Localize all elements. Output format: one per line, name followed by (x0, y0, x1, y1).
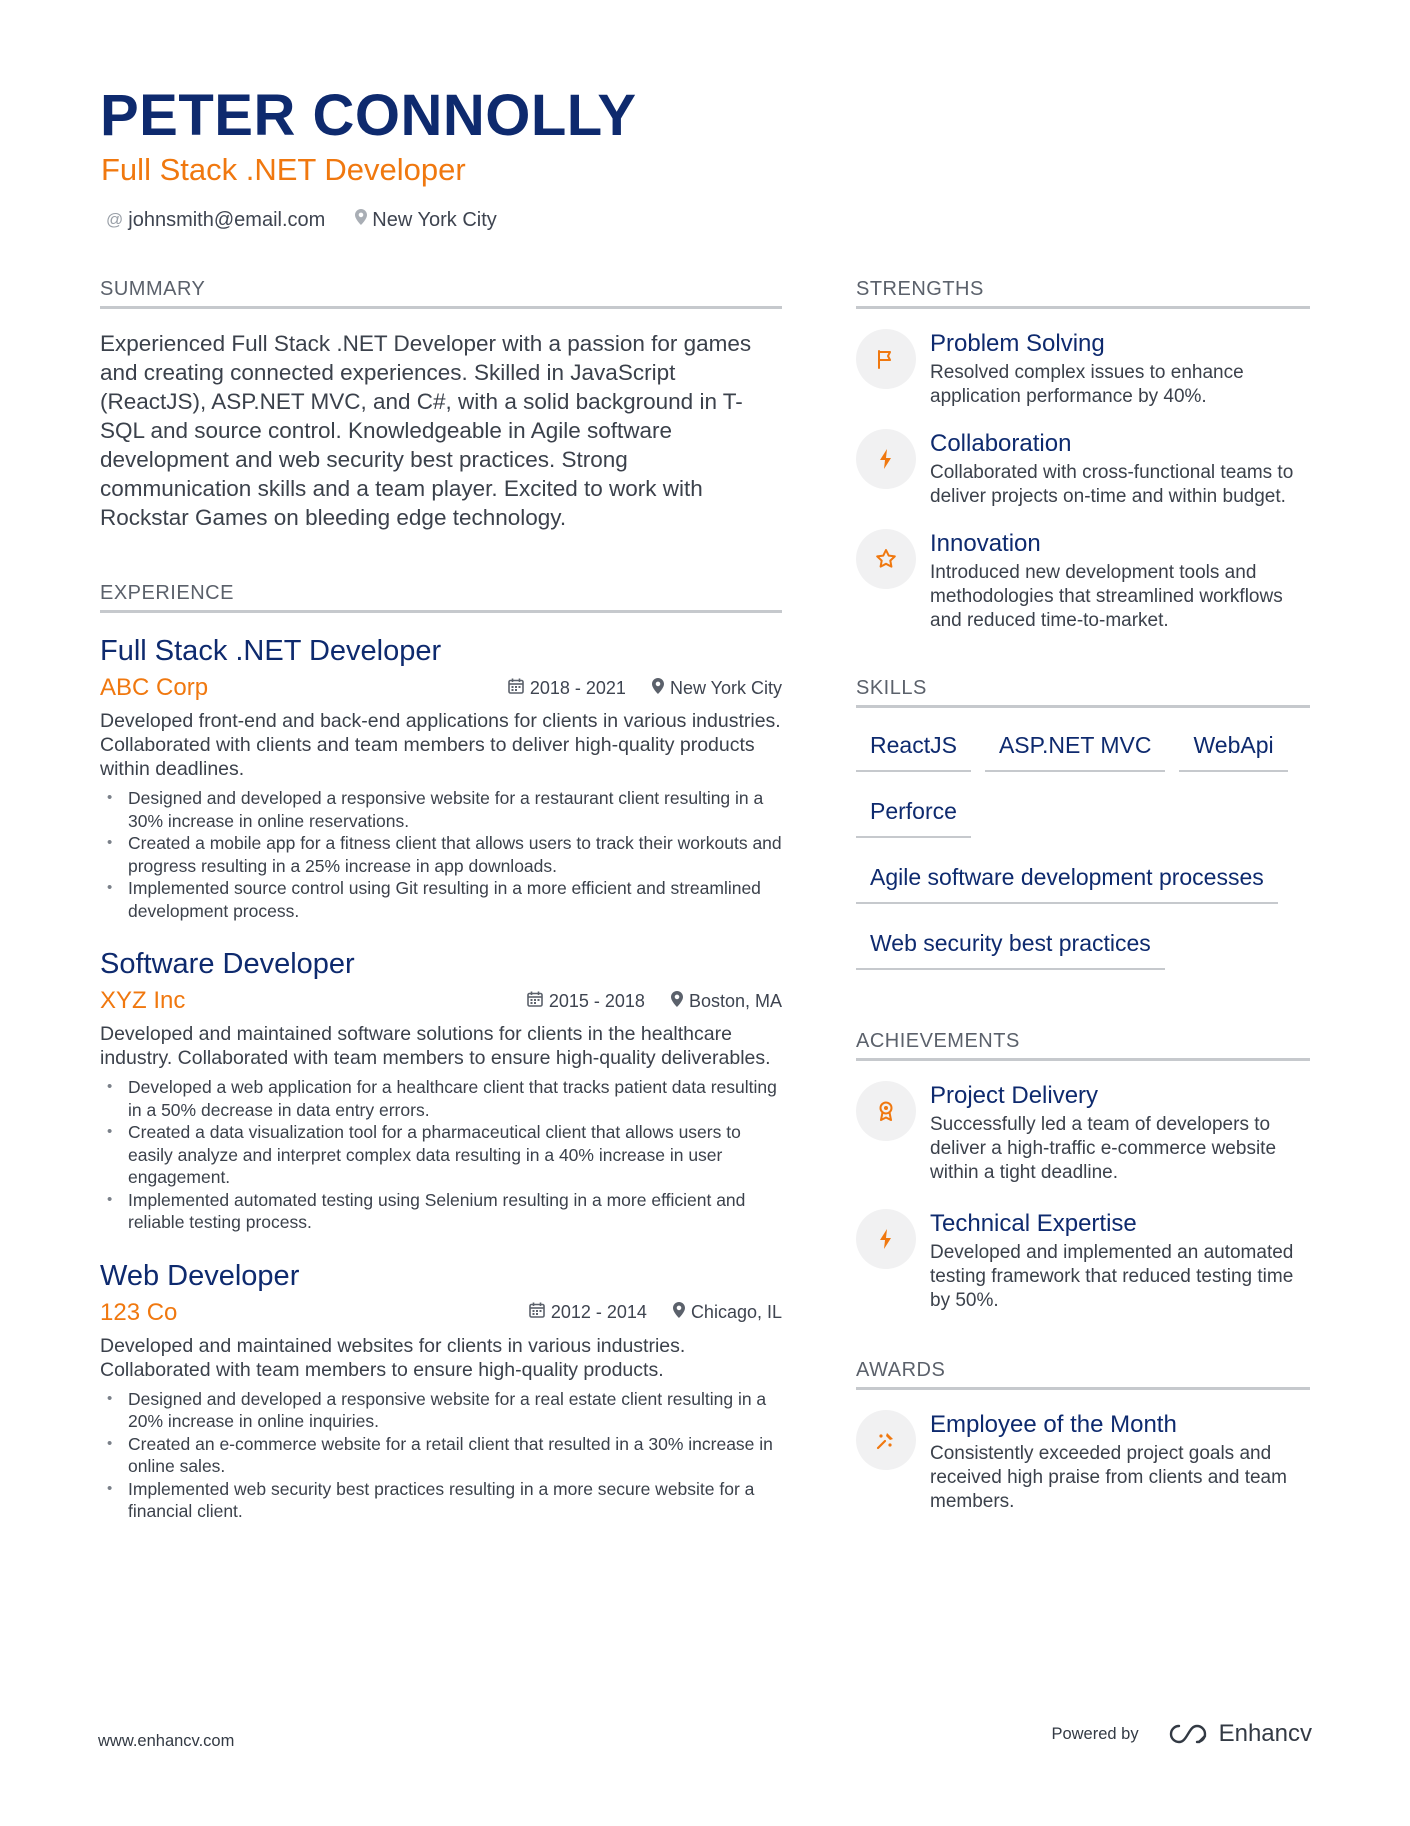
calendar-icon (529, 1302, 545, 1323)
medal-icon (856, 1081, 916, 1141)
job-entry (100, 633, 782, 922)
skill-tag: Agile software development processes (856, 854, 1278, 904)
flag-icon (856, 329, 916, 389)
job-title: Full Stack .NET Developer (100, 635, 442, 667)
job-row (100, 986, 782, 1016)
job-bullet: • Implemented source control using Git resulting in a more efficient and streamlined development process. (100, 877, 782, 922)
achievement-item (856, 1209, 1310, 1313)
achievement-description: Developed and implemented an automated testing framework that reduced testing time by 50%. (930, 1242, 1294, 1311)
job-entry (100, 1258, 782, 1523)
job-company: 123 Co (100, 1298, 178, 1326)
skill-tag: Perforce (856, 788, 971, 838)
job-location-group (652, 678, 782, 699)
job-company: XYZ Inc (100, 987, 186, 1014)
award-title: Employee of the Month (930, 1411, 1177, 1438)
job-location-group (673, 1302, 782, 1323)
lightning-icon (856, 429, 916, 489)
job-dates: 2018 - 2021 (529, 677, 626, 698)
skills-heading: SKILLS (856, 675, 1310, 708)
strength-body (930, 329, 1310, 409)
job-meta (508, 678, 782, 699)
job-meta (527, 991, 782, 1012)
job-bullet: • Designed and developed a responsive website for a real estate client resulting in a 20% increase in online inquiries. (100, 1388, 782, 1433)
footer-website[interactable]: www.enhancv.com (98, 1732, 235, 1750)
job-title: Web Developer (100, 1259, 300, 1292)
job-title: Software Developer (100, 948, 355, 980)
enhancv-logo[interactable] (1165, 1720, 1312, 1748)
job-description: Developed and maintained websites for clients in various industries. Collaborated with team members to ensure high-quality products. (100, 1334, 686, 1381)
footer-branding (1051, 1720, 1312, 1748)
contact-row (106, 206, 527, 234)
skill-tag: Web security best practices (856, 920, 1165, 970)
left-column (100, 276, 782, 1523)
calendar-icon (527, 991, 543, 1012)
strength-item (856, 429, 1310, 509)
award-description: Consistently exceeded project goals and received high praise from clients and team members. (930, 1443, 1287, 1512)
skill-tag: WebApi (1179, 722, 1287, 772)
job-bullets (100, 1076, 782, 1234)
achievement-description: Successfully led a team of developers to deliver a high-traffic e-commerce website within a tight deadline. (930, 1114, 1277, 1183)
job-bullets (100, 1388, 782, 1523)
achievement-title: Technical Expertise (930, 1210, 1137, 1237)
trophy-icon (856, 1410, 916, 1470)
location-pin-icon (673, 1302, 685, 1323)
location-pin-icon (671, 991, 683, 1012)
enhancv-logo-icon (1165, 1722, 1211, 1746)
skill-tag: ASP.NET MVC (985, 722, 1166, 772)
candidate-title: Full Stack .NET Developer (101, 152, 466, 187)
strength-title: Innovation (930, 530, 1041, 557)
email-text: johnsmith@email.com (128, 209, 326, 231)
job-dates: 2012 - 2014 (550, 1302, 647, 1322)
job-row (100, 673, 782, 703)
job-bullet: • Implemented web security best practices resulting in a more secure website for a financial client. (100, 1478, 782, 1523)
awards-heading: AWARDS (856, 1357, 1310, 1390)
job-dates: 2015 - 2018 (548, 990, 645, 1011)
strength-description: Resolved complex issues to enhance application performance by 40%. (930, 362, 1244, 407)
star-icon (856, 529, 916, 589)
at-icon: @ (106, 210, 124, 229)
contact-location (355, 206, 497, 234)
achievement-body (930, 1209, 1310, 1313)
job-location: New York City (669, 677, 782, 698)
summary-text: Experienced Full Stack .NET Developer with a passion for games and creating connected experiences. Skilled in JavaScript (ReactJS), ASP.NET MVC, and C#, with a solid background in T-SQL and source control. Knowledgeable in Agile software development and web security best practices. Strong communication skills and a team player. Excited to work with Rockstar Games on bleeding edge technology. (100, 331, 752, 530)
job-entry (100, 946, 782, 1234)
job-bullet: • Created a mobile app for a fitness client that allows users to track their workouts and progress resulting in a 25% increase in app downloads. (100, 832, 782, 877)
right-column (856, 276, 1310, 1514)
strength-title: Collaboration (930, 430, 1072, 457)
strengths-heading: STRENGTHS (856, 276, 1310, 309)
strength-description: Collaborated with cross-functional teams to deliver projects on-time and within budget. (930, 462, 1294, 507)
calendar-icon (508, 678, 524, 699)
award-item (856, 1410, 1310, 1514)
job-description: Developed front-end and back-end applications for clients in various industries. Collaborated with clients and team members to deliver high-quality products within deadlines. (100, 710, 781, 780)
job-bullet: • Created a data visualization tool for a pharmaceutical client that allows users to easily analyze and interpret complex data resulting in a 40% increase in user engagement. (100, 1121, 782, 1189)
job-description: Developed and maintained software solutions for clients in the healthcare industry. Collaborated with team members to ensure high-quality deliverables. (100, 1023, 771, 1069)
job-bullet: • Implemented automated testing using Selenium resulting in a more efficient and reliable testing process. (100, 1189, 782, 1234)
experience-heading: EXPERIENCE (100, 580, 782, 613)
award-body (930, 1410, 1310, 1514)
strength-body (930, 429, 1310, 509)
skill-tag: ReactJS (856, 722, 971, 772)
achievement-title: Project Delivery (930, 1082, 1099, 1109)
brand-name: Enhancv (1218, 1720, 1312, 1747)
strength-title: Problem Solving (930, 330, 1105, 357)
skills-list (856, 722, 1310, 986)
job-company: ABC Corp (100, 674, 209, 701)
achievement-item (856, 1081, 1310, 1185)
location-text: New York City (372, 209, 497, 231)
candidate-name: PETER CONNOLLY (100, 83, 637, 148)
job-location: Chicago, IL (690, 1302, 782, 1322)
contact-email[interactable] (106, 206, 325, 234)
job-bullet: • Designed and developed a responsive website for a restaurant client resulting in a 30% increase in online reservations. (100, 787, 782, 832)
strength-body (930, 529, 1310, 633)
lightning-icon (856, 1209, 916, 1269)
powered-by-label: Powered by (1051, 1724, 1139, 1743)
job-bullets (100, 787, 782, 922)
job-row (100, 1298, 782, 1328)
job-meta (529, 1302, 782, 1323)
location-pin-icon (355, 206, 367, 234)
job-location-group (671, 991, 782, 1012)
summary-heading: SUMMARY (100, 276, 782, 309)
job-bullet: • Developed a web application for a healthcare client that tracks patient data resulting in a 50% decrease in data entry errors. (100, 1076, 782, 1121)
strength-item (856, 329, 1310, 409)
location-pin-icon (652, 678, 664, 699)
strength-item (856, 529, 1310, 633)
job-location: Boston, MA (688, 990, 782, 1011)
job-bullet: • Created an e-commerce website for a retail client that resulted in a 30% increase in online sales. (100, 1433, 782, 1478)
strength-description: Introduced new development tools and methodologies that streamlined workflows and reduced time-to-market. (930, 562, 1283, 631)
achievements-heading: ACHIEVEMENTS (856, 1028, 1310, 1061)
achievement-body (930, 1081, 1310, 1185)
